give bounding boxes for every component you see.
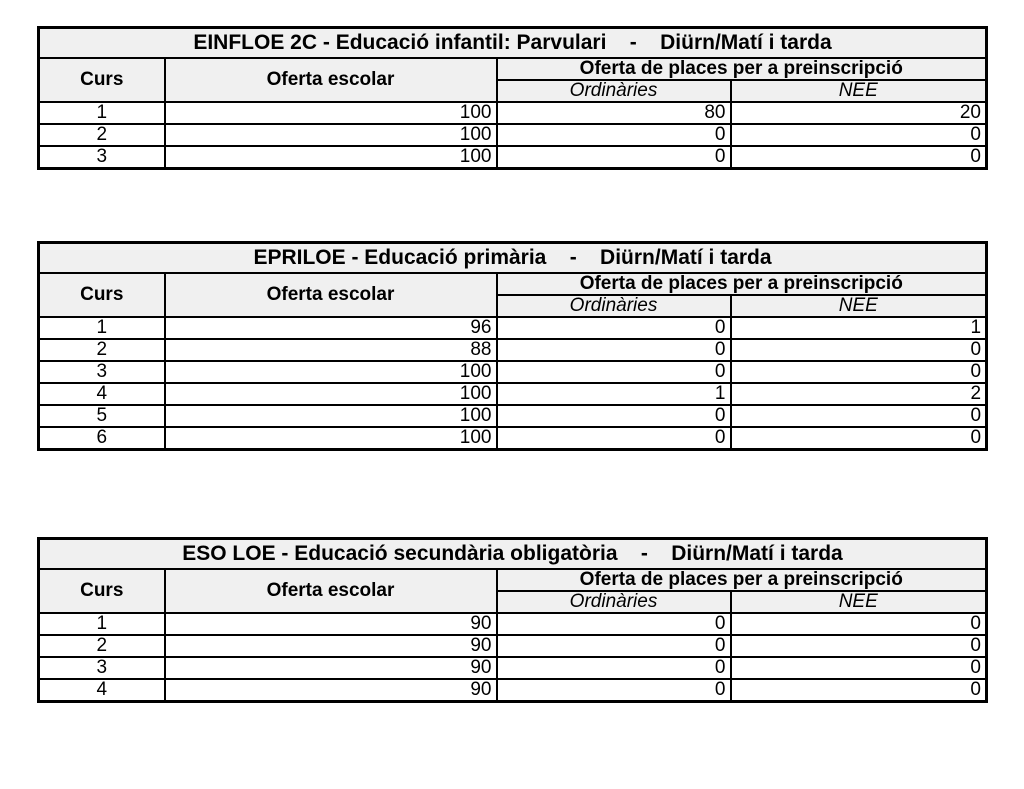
- table-title-program: ESO LOE - Educació secundària obligatòria: [182, 541, 618, 565]
- table-row: [39, 405, 987, 427]
- cell-ordinaries: 80: [497, 102, 731, 124]
- header-oferta-places: Oferta de places per a preinscripció: [497, 58, 987, 80]
- table-title-shift: Diürn/Matí i tarda: [660, 30, 832, 54]
- places-table: [37, 26, 988, 170]
- header-nee: NEE: [731, 591, 987, 613]
- table-title-separator: -: [640, 541, 648, 565]
- header-oferta-escolar: Oferta escolar: [165, 58, 497, 102]
- cell-curs: 6: [39, 427, 165, 450]
- cell-curs: 1: [39, 317, 165, 339]
- cell-oferta-escolar: 100: [165, 405, 497, 427]
- cell-oferta-escolar: 100: [165, 383, 497, 405]
- cell-oferta-escolar: 88: [165, 339, 497, 361]
- cell-nee: 20: [731, 102, 987, 124]
- cell-curs: 1: [39, 102, 165, 124]
- cell-nee: 0: [731, 613, 987, 635]
- cell-nee: 0: [731, 427, 987, 450]
- table-title-shift: Diürn/Matí i tarda: [671, 541, 843, 565]
- table-title-program: EINFLOE 2C - Educació infantil: Parvulari: [193, 30, 607, 54]
- table-row: [39, 383, 987, 405]
- table-title: [39, 243, 987, 273]
- header-oferta-places: Oferta de places per a preinscripció: [497, 273, 987, 295]
- cell-nee: 0: [731, 146, 987, 169]
- cell-curs: 2: [39, 635, 165, 657]
- cell-oferta-escolar: 100: [165, 124, 497, 146]
- header-ordinaries: Ordinàries: [497, 80, 731, 102]
- cell-oferta-escolar: 90: [165, 613, 497, 635]
- cell-ordinaries: 0: [497, 613, 731, 635]
- table-row: [39, 146, 987, 169]
- cell-ordinaries: 0: [497, 635, 731, 657]
- table-row: [39, 102, 987, 124]
- cell-oferta-escolar: 100: [165, 361, 497, 383]
- cell-curs: 4: [39, 383, 165, 405]
- places-table: [37, 537, 988, 703]
- table-title-program: EPRILOE - Educació primària: [253, 245, 547, 269]
- cell-oferta-escolar: 100: [165, 427, 497, 450]
- cell-nee: 0: [731, 405, 987, 427]
- cell-ordinaries: 0: [497, 317, 731, 339]
- table-row: [39, 339, 987, 361]
- cell-curs: 4: [39, 679, 165, 702]
- cell-oferta-escolar: 100: [165, 102, 497, 124]
- header-oferta-escolar: Oferta escolar: [165, 273, 497, 317]
- cell-nee: 0: [731, 679, 987, 702]
- cell-oferta-escolar: 90: [165, 635, 497, 657]
- cell-ordinaries: 0: [497, 427, 731, 450]
- cell-curs: 2: [39, 124, 165, 146]
- cell-curs: 3: [39, 657, 165, 679]
- cell-ordinaries: 0: [497, 146, 731, 169]
- header-oferta-places: Oferta de places per a preinscripció: [497, 569, 987, 591]
- cell-oferta-escolar: 100: [165, 146, 497, 169]
- table-row: [39, 613, 987, 635]
- cell-curs: 2: [39, 339, 165, 361]
- table-title: [39, 539, 987, 569]
- cell-ordinaries: 0: [497, 405, 731, 427]
- cell-curs: 1: [39, 613, 165, 635]
- cell-curs: 5: [39, 405, 165, 427]
- cell-nee: 0: [731, 339, 987, 361]
- header-ordinaries: Ordinàries: [497, 295, 731, 317]
- cell-nee: 0: [731, 124, 987, 146]
- header-nee: NEE: [731, 295, 987, 317]
- cell-curs: 3: [39, 146, 165, 169]
- cell-nee: 0: [731, 361, 987, 383]
- table-row: [39, 657, 987, 679]
- table-title-shift: Diürn/Matí i tarda: [600, 245, 772, 269]
- header-curs: Curs: [39, 58, 165, 102]
- cell-ordinaries: 1: [497, 383, 731, 405]
- header-nee: NEE: [731, 80, 987, 102]
- table-row: [39, 361, 987, 383]
- table-row: [39, 124, 987, 146]
- header-ordinaries: Ordinàries: [497, 591, 731, 613]
- cell-nee: 1: [731, 317, 987, 339]
- table-title: [39, 28, 987, 58]
- cell-ordinaries: 0: [497, 679, 731, 702]
- table-row: [39, 317, 987, 339]
- cell-ordinaries: 0: [497, 339, 731, 361]
- table-title-separator: -: [629, 30, 637, 54]
- cell-nee: 0: [731, 635, 987, 657]
- places-table: [37, 241, 988, 451]
- cell-ordinaries: 0: [497, 657, 731, 679]
- cell-ordinaries: 0: [497, 124, 731, 146]
- cell-oferta-escolar: 90: [165, 657, 497, 679]
- header-curs: Curs: [39, 273, 165, 317]
- table-row: [39, 679, 987, 702]
- cell-curs: 3: [39, 361, 165, 383]
- cell-nee: 2: [731, 383, 987, 405]
- table-row: [39, 635, 987, 657]
- table-row: [39, 427, 987, 450]
- header-curs: Curs: [39, 569, 165, 613]
- cell-nee: 0: [731, 657, 987, 679]
- cell-oferta-escolar: 96: [165, 317, 497, 339]
- cell-ordinaries: 0: [497, 361, 731, 383]
- header-oferta-escolar: Oferta escolar: [165, 569, 497, 613]
- table-title-separator: -: [569, 245, 577, 269]
- cell-oferta-escolar: 90: [165, 679, 497, 702]
